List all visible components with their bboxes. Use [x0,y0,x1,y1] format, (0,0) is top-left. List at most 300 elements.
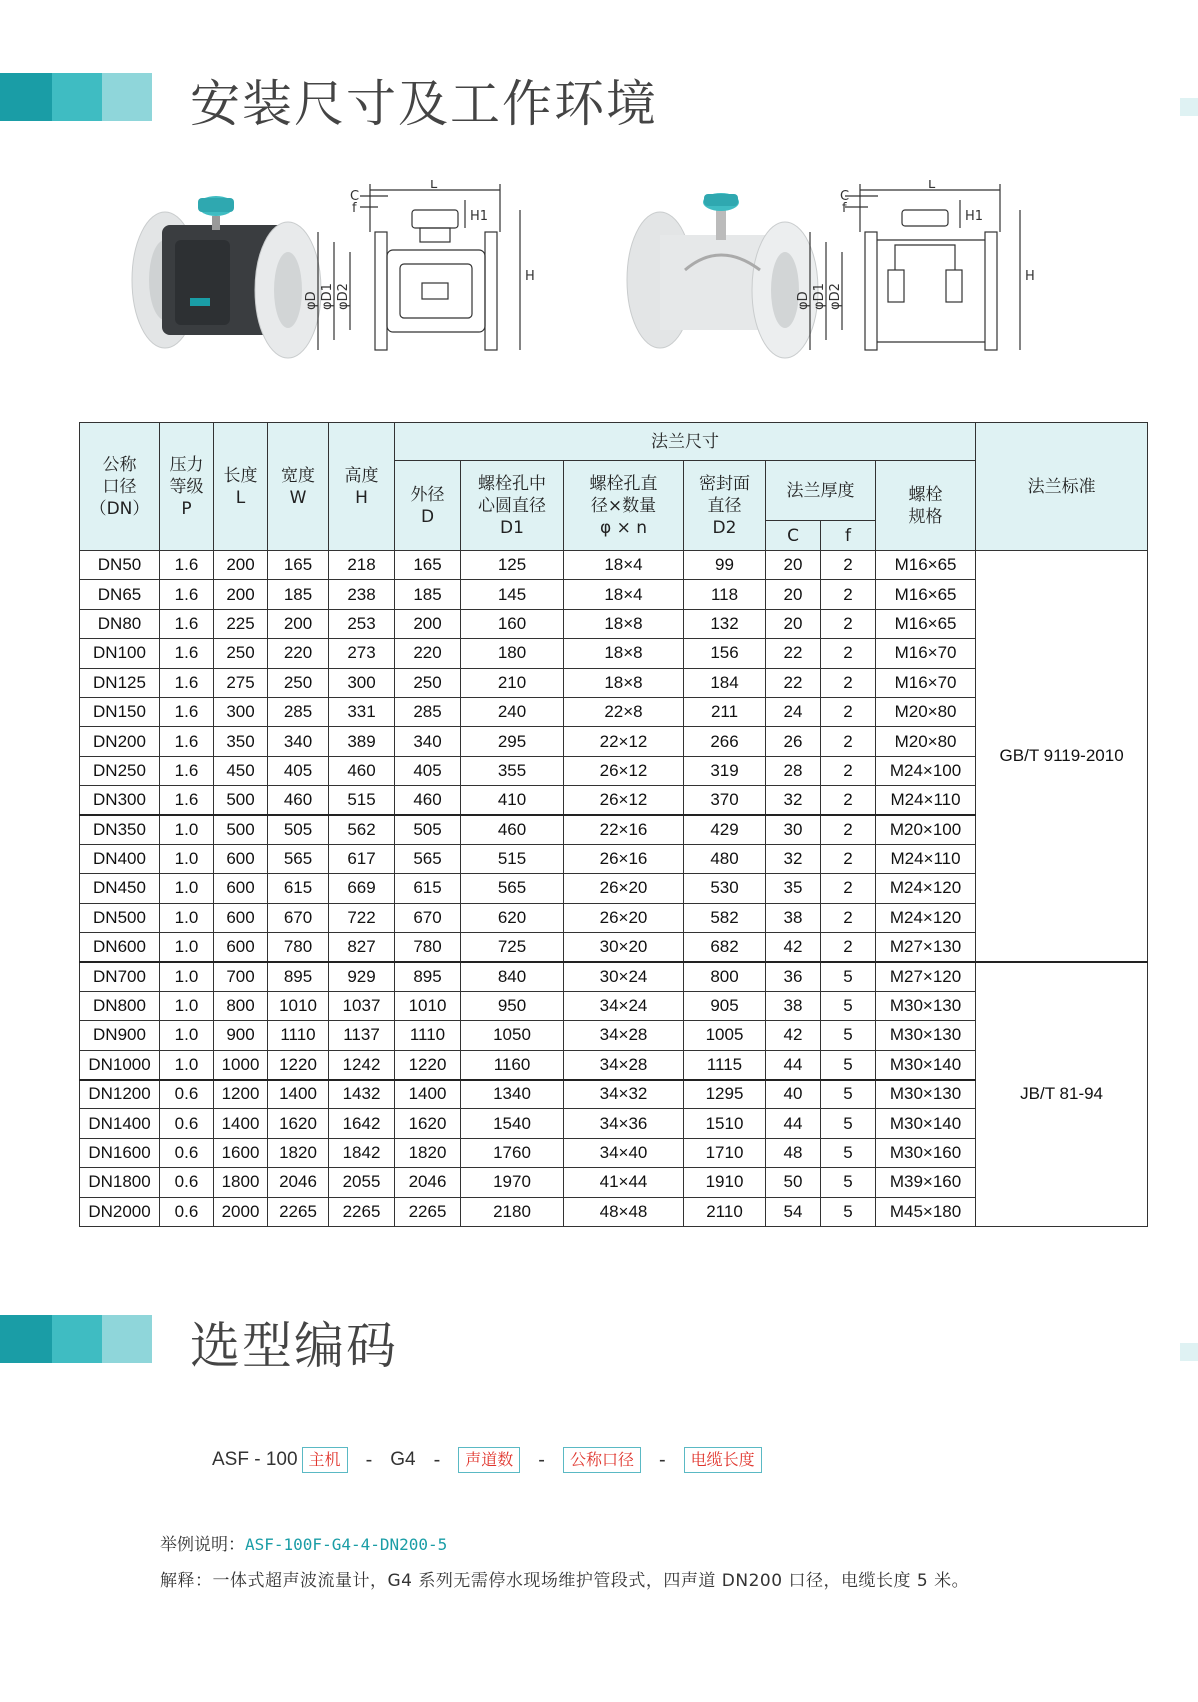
dim-label-L: L [430,180,438,192]
table-cell: 1110 [395,1021,461,1050]
table-cell: 185 [268,580,329,609]
table-cell: 300 [329,668,395,697]
table-cell: 285 [268,697,329,726]
table-cell: 1.0 [160,874,214,903]
header-bolt-hole: 螺栓孔直 径×数量 φ × n [564,461,684,551]
dim-label-C-2: C [840,189,850,204]
product-illustrations [120,180,1100,390]
table-cell: 2 [821,609,876,638]
table-cell: 2 [821,903,876,932]
table-cell: 1400 [395,1080,461,1109]
table-cell: 460 [461,815,564,844]
table-cell: 132 [684,609,766,638]
table-cell: 36 [766,962,821,991]
table-cell: 2 [821,639,876,668]
table-cell: 5 [821,1138,876,1167]
table-cell: M16×70 [876,639,976,668]
table-cell: M16×65 [876,609,976,638]
table-cell: 615 [395,874,461,903]
table-cell: 185 [395,580,461,609]
table-cell: DN125 [80,668,160,697]
table-cell: 5 [821,1197,876,1226]
table-cell: 389 [329,727,395,756]
table-cell: 44 [766,1050,821,1079]
edge-decoration [1180,98,1198,116]
table-cell: 225 [214,609,268,638]
section-title-code: 选型编码 [190,1317,398,1375]
table-cell: 1400 [268,1080,329,1109]
table-cell: 1540 [461,1109,564,1138]
table-cell: 250 [395,668,461,697]
table-cell: 2 [821,815,876,844]
header-standard: 法兰标准 [976,423,1148,551]
table-cell: 18×8 [564,639,684,668]
table-cell: 220 [395,639,461,668]
table-cell: 1.6 [160,639,214,668]
table-cell: 1.0 [160,962,214,991]
table-cell: M16×65 [876,551,976,580]
table-cell: 670 [395,903,461,932]
table-cell: 200 [268,609,329,638]
table-cell: 1160 [461,1050,564,1079]
table-cell: 26×20 [564,874,684,903]
table-cell: 48 [766,1138,821,1167]
section-bar-2 [0,1315,152,1363]
table-cell: 1295 [684,1080,766,1109]
table-cell: 34×28 [564,1021,684,1050]
table-cell: 220 [268,639,329,668]
header-c: C [766,521,821,551]
table-cell: 1242 [329,1050,395,1079]
product-photo-1 [132,196,321,358]
table-cell: 1820 [268,1138,329,1167]
dim-label-H: H [525,269,535,284]
dim-label-D: φD [304,291,319,310]
dim-label-H-2: H [1025,269,1035,284]
table-cell: 1.0 [160,1021,214,1050]
table-cell: 682 [684,933,766,962]
table-cell: 22×16 [564,815,684,844]
table-cell: M24×110 [876,844,976,873]
table-cell: M39×160 [876,1168,976,1197]
table-cell: 40 [766,1080,821,1109]
table-cell: M30×130 [876,991,976,1020]
table-cell: 54 [766,1197,821,1226]
table-cell: 1000 [214,1050,268,1079]
table-cell: 725 [461,933,564,962]
table-cell: 1600 [214,1138,268,1167]
table-cell: 38 [766,991,821,1020]
table-cell: DN700 [80,962,160,991]
table-cell: DN80 [80,609,160,638]
table-cell: M30×130 [876,1080,976,1109]
table-cell: 1800 [214,1168,268,1197]
table-cell: 20 [766,580,821,609]
table-cell: 200 [395,609,461,638]
dim-label-L-2: L [928,180,936,192]
table-cell: M27×130 [876,933,976,962]
table-cell: 118 [684,580,766,609]
header-d2: 密封面 直径 D2 [684,461,766,551]
table-cell: 1340 [461,1080,564,1109]
table-cell: M24×120 [876,903,976,932]
header-bolt-spec: 螺栓 规格 [876,461,976,551]
table-cell: 895 [395,962,461,991]
header-f: f [821,521,876,551]
table-cell: 515 [461,844,564,873]
table-cell: 2 [821,933,876,962]
table-cell: 200 [214,551,268,580]
code-sep: - [365,1448,373,1471]
table-cell: 1970 [461,1168,564,1197]
model-code-line [212,1444,762,1476]
table-cell: 505 [268,815,329,844]
table-cell: 355 [461,756,564,785]
table-cell: 700 [214,962,268,991]
table-cell: 34×28 [564,1050,684,1079]
dim-label-D2: φD2 [336,283,351,310]
header-length: 长度 L [214,423,268,551]
table-cell: 600 [214,844,268,873]
table-cell: 1220 [268,1050,329,1079]
table-cell: 1.0 [160,933,214,962]
table-cell: 1620 [268,1109,329,1138]
table-cell: 1910 [684,1168,766,1197]
table-cell: 1137 [329,1021,395,1050]
dim-label-D2-2: φD2 [828,283,843,310]
table-cell: 1200 [214,1080,268,1109]
table-cell: 669 [329,874,395,903]
code-sep: - [538,1448,545,1471]
table-cell: 210 [461,668,564,697]
example-code: ASF-100F-G4-4-DN200-5 [245,1535,448,1554]
table-cell: 895 [268,962,329,991]
table-cell: 22×8 [564,697,684,726]
table-cell: 28 [766,756,821,785]
table-cell: 2 [821,844,876,873]
table-cell: DN600 [80,933,160,962]
table-cell: 2 [821,874,876,903]
table-cell: 1710 [684,1138,766,1167]
table-cell: 600 [214,874,268,903]
table-cell: 319 [684,756,766,785]
table-cell: 1220 [395,1050,461,1079]
spec-table-body [80,551,1148,1227]
table-cell: 5 [821,1080,876,1109]
dim-label-f-2: f [842,201,847,216]
table-cell: 0.6 [160,1138,214,1167]
spec-table [79,422,1148,1227]
table-cell: 2180 [461,1197,564,1226]
table-cell: 20 [766,609,821,638]
product-figures [120,180,1100,390]
table-cell: 5 [821,962,876,991]
table-cell: DN350 [80,815,160,844]
header-height: 高度 H [329,423,395,551]
table-cell: 125 [461,551,564,580]
table-cell: 200 [214,580,268,609]
table-cell: 670 [268,903,329,932]
table-cell: 2 [821,727,876,756]
table-cell: M24×110 [876,786,976,815]
table-cell: 156 [684,639,766,668]
dim-label-D-2: φD [796,291,811,310]
table-cell: 34×24 [564,991,684,1020]
table-cell: 1.6 [160,580,214,609]
dimension-drawing-1 [318,184,520,350]
example-line [160,1530,447,1555]
table-cell: DN2000 [80,1197,160,1226]
table-cell: 600 [214,933,268,962]
table-cell: 1.6 [160,668,214,697]
table-cell: 900 [214,1021,268,1050]
table-cell: DN400 [80,844,160,873]
table-cell: 218 [329,551,395,580]
table-cell: 26×12 [564,756,684,785]
dim-label-H1-2: H1 [965,209,984,224]
table-cell: 211 [684,697,766,726]
table-cell: 20 [766,551,821,580]
table-cell: 5 [821,991,876,1020]
table-cell: DN1600 [80,1138,160,1167]
table-cell: 1400 [214,1109,268,1138]
table-cell: M20×80 [876,727,976,756]
table-cell: 26 [766,727,821,756]
table-cell: 165 [268,551,329,580]
table-cell: 780 [268,933,329,962]
table-cell: 22 [766,668,821,697]
table-cell: 370 [684,786,766,815]
table-cell: 827 [329,933,395,962]
code-box-channels: 声道数 [458,1447,520,1473]
table-cell: 405 [268,756,329,785]
table-cell: 1510 [684,1109,766,1138]
table-cell: 2110 [684,1197,766,1226]
table-cell: M16×70 [876,668,976,697]
dim-label-D1-2: φD1 [812,283,827,310]
table-cell: 180 [461,639,564,668]
table-cell: 30×20 [564,933,684,962]
table-cell: 26×12 [564,786,684,815]
section-title-install: 安装尺寸及工作环境 [190,75,658,133]
table-cell: 34×36 [564,1109,684,1138]
table-cell: 1642 [329,1109,395,1138]
table-cell: M45×180 [876,1197,976,1226]
header-d1: 螺栓孔中 心圆直径 D1 [461,461,564,551]
table-cell: 295 [461,727,564,756]
header-width: 宽度 W [268,423,329,551]
code-sep: - [658,1448,666,1471]
code-box-host: 主机 [302,1447,348,1473]
edge-decoration-2 [1180,1343,1198,1361]
table-cell: DN250 [80,756,160,785]
table-cell: 30 [766,815,821,844]
table-cell: DN1400 [80,1109,160,1138]
dim-label-H1: H1 [470,209,489,224]
table-cell: 950 [461,991,564,1020]
table-cell: 1110 [268,1021,329,1050]
example-explanation: 解释：一体式超声波流量计，G4 系列无需停水现场维护管段式，四声道 DN200 口径，电缆长度 5 米。 [160,1571,970,1591]
table-cell: 50 [766,1168,821,1197]
table-cell: 1.6 [160,727,214,756]
table-cell: 266 [684,727,766,756]
table-row [80,551,1148,580]
table-cell: 800 [214,991,268,1020]
table-cell: 2 [821,551,876,580]
table-cell: 1037 [329,991,395,1020]
table-cell: M20×100 [876,815,976,844]
table-row [80,962,1148,991]
table-cell: M30×140 [876,1109,976,1138]
table-cell: 22×12 [564,727,684,756]
table-cell: 2055 [329,1168,395,1197]
table-cell: DN1000 [80,1050,160,1079]
table-cell: 1.6 [160,609,214,638]
table-cell: 460 [395,786,461,815]
table-cell: 250 [268,668,329,697]
table-cell: 2265 [268,1197,329,1226]
table-cell: DN100 [80,639,160,668]
table-cell: 2 [821,668,876,697]
table-cell: 1.0 [160,991,214,1020]
table-cell: 1842 [329,1138,395,1167]
table-cell: DN300 [80,786,160,815]
table-cell: 1115 [684,1050,766,1079]
table-cell: 2000 [214,1197,268,1226]
table-cell: M16×65 [876,580,976,609]
table-cell: 38 [766,903,821,932]
table-cell: 800 [684,962,766,991]
table-cell: 840 [461,962,564,991]
table-cell: 250 [214,639,268,668]
table-cell: 22 [766,639,821,668]
table-cell: 1050 [461,1021,564,1050]
table-cell: 410 [461,786,564,815]
table-cell: 5 [821,1109,876,1138]
table-cell: 340 [268,727,329,756]
table-cell: 42 [766,933,821,962]
table-cell: 1.0 [160,903,214,932]
table-cell: 460 [329,756,395,785]
table-cell: 1432 [329,1080,395,1109]
table-cell: 30×24 [564,962,684,991]
table-cell: 18×8 [564,668,684,697]
table-cell: 238 [329,580,395,609]
table-cell: M20×80 [876,697,976,726]
header-flange: 法兰尺寸 [395,423,976,461]
dim-label-C: C [350,189,360,204]
dim-label-D1: φD1 [320,283,335,310]
table-cell: 1.6 [160,697,214,726]
table-cell: 34×32 [564,1080,684,1109]
table-cell: 617 [329,844,395,873]
standard-cell: JB/T 81-94 [976,962,1148,1227]
code-box-diameter: 公称口径 [563,1447,641,1473]
table-cell: 582 [684,903,766,932]
table-cell: 1760 [461,1138,564,1167]
table-cell: 500 [214,786,268,815]
table-cell: 273 [329,639,395,668]
table-cell: M24×100 [876,756,976,785]
table-cell: 275 [214,668,268,697]
example-label: 举例说明： [160,1535,245,1555]
table-cell: 500 [214,815,268,844]
table-cell: 1.6 [160,786,214,815]
table-cell: M30×130 [876,1021,976,1050]
table-cell: 350 [214,727,268,756]
code-box-cable: 电缆长度 [684,1447,762,1473]
table-cell: 48×48 [564,1197,684,1226]
table-cell: 429 [684,815,766,844]
table-cell: 1.6 [160,756,214,785]
table-cell: 780 [395,933,461,962]
table-cell: 331 [329,697,395,726]
table-cell: 565 [461,874,564,903]
table-cell: M30×140 [876,1050,976,1079]
header-outer-d: 外径 D [395,461,461,551]
table-cell: 99 [684,551,766,580]
table-cell: 405 [395,756,461,785]
table-cell: 600 [214,903,268,932]
table-cell: 1.0 [160,1050,214,1079]
table-cell: 2 [821,697,876,726]
table-cell: 905 [684,991,766,1020]
table-cell: DN50 [80,551,160,580]
table-cell: 32 [766,844,821,873]
table-cell: 1620 [395,1109,461,1138]
table-cell: M30×160 [876,1138,976,1167]
table-cell: 450 [214,756,268,785]
table-cell: 929 [329,962,395,991]
table-cell: 722 [329,903,395,932]
table-cell: 44 [766,1109,821,1138]
table-cell: DN1800 [80,1168,160,1197]
table-cell: 1.6 [160,551,214,580]
section-bar [0,73,152,121]
table-cell: 2265 [329,1197,395,1226]
spec-table-wrap [79,422,1147,1227]
table-cell: 1010 [268,991,329,1020]
table-cell: M27×120 [876,962,976,991]
table-cell: 340 [395,727,461,756]
table-cell: 1010 [395,991,461,1020]
table-cell: 565 [395,844,461,873]
table-cell: 515 [329,786,395,815]
table-cell: 24 [766,697,821,726]
table-cell: 240 [461,697,564,726]
table-cell: 160 [461,609,564,638]
table-cell: 285 [395,697,461,726]
product-photo-2 [627,193,818,358]
table-cell: DN450 [80,874,160,903]
table-cell: M24×120 [876,874,976,903]
table-cell: 300 [214,697,268,726]
table-cell: 0.6 [160,1109,214,1138]
header-dn: 公称 口径 （DN） [80,423,160,551]
table-cell: 530 [684,874,766,903]
table-cell: 1005 [684,1021,766,1050]
table-cell: 1820 [395,1138,461,1167]
table-cell: 0.6 [160,1197,214,1226]
table-cell: 460 [268,786,329,815]
table-cell: 35 [766,874,821,903]
table-cell: 18×8 [564,609,684,638]
table-cell: 18×4 [564,551,684,580]
table-cell: 34×40 [564,1138,684,1167]
table-cell: 2 [821,580,876,609]
code-prefix: ASF - 100 [212,1449,298,1470]
table-cell: 620 [461,903,564,932]
